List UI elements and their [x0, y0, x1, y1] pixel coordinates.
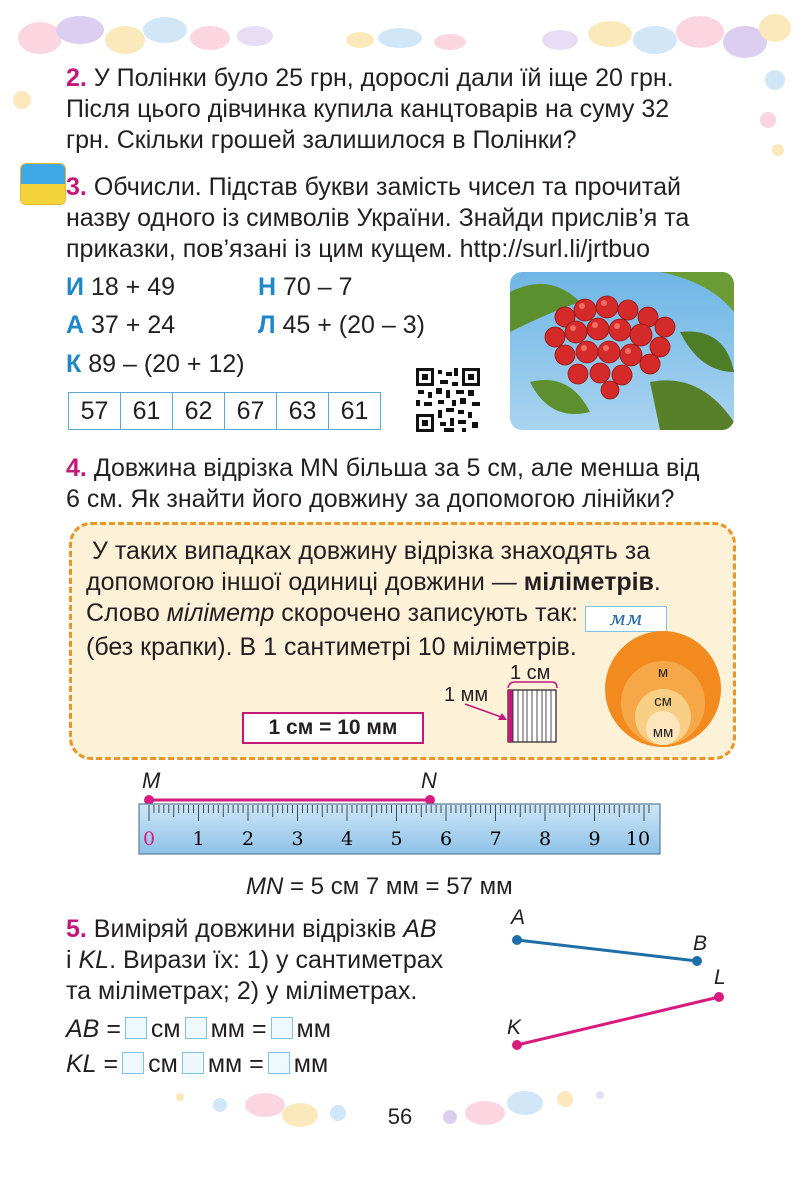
circle-label-cm: см — [654, 693, 672, 710]
task-3 — [66, 172, 786, 265]
ruler-number: 5 — [390, 828, 403, 850]
expression-text: 89 – (20 + 12) — [88, 350, 245, 378]
mn-result: MN = 5 см 7 мм = 57 мм — [246, 873, 513, 900]
task-number: 3. — [66, 173, 87, 201]
segments-diagram — [500, 905, 750, 1060]
answer-cell: 61 — [329, 393, 381, 430]
unit-cm: см — [148, 1050, 178, 1078]
task-text-line: 6 см. Як знайти його довжину за допомогою лінійки? — [66, 485, 675, 513]
task-text-line: приказки, пов’язані із цим кущем. http://surl.li/jrtbuo — [66, 235, 650, 263]
ruler-number: 1 — [192, 828, 205, 850]
label-1mm: 1 мм — [444, 684, 489, 706]
task-2 — [66, 63, 786, 156]
ruler-number: 6 — [439, 828, 453, 850]
task-number: 4. — [66, 454, 87, 482]
expression-letter: Л — [258, 311, 276, 339]
point-label-n: N — [421, 768, 437, 793]
expression-text: 70 – 7 — [283, 273, 353, 301]
segment-ab — [517, 940, 697, 961]
segment-name: KL — [66, 1050, 97, 1078]
ruler-number: 3 — [291, 828, 304, 850]
answer-table — [68, 392, 381, 430]
unit-mm: мм — [207, 1050, 243, 1078]
expression-text: 37 + 24 — [91, 311, 176, 339]
task-4 — [66, 453, 786, 515]
task-number: 5. — [66, 915, 87, 943]
answer-box-total-mm[interactable] — [271, 1017, 293, 1039]
ruler-number: 7 — [489, 828, 502, 850]
point-l — [714, 992, 724, 1002]
point-label-k: K — [507, 1016, 522, 1039]
expression-letter: И — [66, 273, 84, 301]
ruler-number: 8 — [538, 828, 552, 850]
task-text-line: У Полінки було 25 грн, дорослі дали їй іще 20 грн. — [93, 64, 674, 92]
task-5: 5. Виміряй довжини відрізків AB і KL. Вирази їх: 1) у сантиметрах та міліметрах; 2) у міліметрах. — [66, 914, 506, 1007]
equals-sign: = — [103, 1050, 119, 1078]
point-k — [512, 1040, 522, 1050]
answer-box-total-mm[interactable] — [268, 1052, 290, 1074]
answer-cell: 63 — [277, 393, 329, 430]
ruler-number: 2 — [241, 828, 255, 850]
rule-line: Слово міліметр скорочено записують так: мм — [86, 598, 726, 632]
task-text-line: Після цього дівчинка купила канцтоварів на суму 32 — [66, 95, 670, 123]
point-label-m: M — [142, 768, 161, 793]
task-text-line: Обчисли. Підстав букви замість чисел та прочитай — [93, 173, 681, 201]
rule-line: У таких випадках довжину відрізка знаходять за — [92, 537, 651, 565]
circle-label-mm: мм — [652, 724, 674, 741]
row-ab — [66, 1014, 331, 1045]
expression-text: 45 + (20 – 3) — [282, 311, 425, 339]
mm-written-box: мм — [585, 606, 667, 632]
segment-kl — [517, 997, 719, 1045]
ruler-number: 4 — [340, 828, 354, 850]
point-label-l: L — [714, 966, 726, 989]
expression-letter: Н — [258, 273, 277, 301]
unit-mm: мм — [210, 1015, 245, 1043]
answer-cell: 57 — [69, 393, 121, 430]
equation-box: 1 см = 10 мм — [242, 712, 424, 744]
expression-letter: К — [66, 350, 82, 378]
answer-box-cm[interactable] — [122, 1052, 144, 1074]
ukraine-flag-icon — [20, 163, 66, 205]
answer-cell: 62 — [173, 393, 225, 430]
task-text-line: назву одного із символів України. Знайди прислів’я та — [66, 204, 690, 232]
expression-3 — [66, 310, 175, 341]
page-number: 56 — [387, 1104, 413, 1129]
segment-name: AB — [66, 1015, 100, 1043]
unit-mm: мм — [296, 1015, 331, 1043]
label-1cm: 1 см — [510, 662, 551, 684]
equals-sign: = — [251, 1015, 267, 1043]
answer-cell: 67 — [225, 393, 277, 430]
unit-mm: мм — [293, 1050, 329, 1078]
ruler-number: 0 — [142, 828, 156, 850]
answer-box-cm[interactable] — [125, 1017, 147, 1039]
centimeter-diagram — [460, 676, 560, 746]
expression-5 — [66, 349, 245, 380]
point-label-a: A — [511, 906, 526, 929]
rule-line: допомогою іншої одиниці довжини — міліметрів. — [86, 568, 661, 596]
ruler-number: 10 — [625, 828, 651, 850]
row-kl — [66, 1049, 328, 1080]
point-b — [692, 956, 702, 966]
equals-sign: = — [249, 1050, 264, 1078]
point-label-b: B — [693, 932, 708, 955]
expression-4 — [258, 310, 425, 341]
ruler — [138, 792, 662, 856]
answer-box-mm[interactable] — [185, 1017, 207, 1039]
expression-2 — [258, 272, 353, 303]
expression-text: 18 + 49 — [90, 273, 176, 301]
task-text-line: Довжина відрізка MN більша за 5 см, але менша від — [93, 454, 700, 482]
answer-box-mm[interactable] — [182, 1052, 204, 1074]
rule-line: (без крапки). В 1 сантиметрі 10 міліметрів. — [86, 633, 577, 661]
unit-cm: см — [150, 1015, 181, 1043]
viburnum-photo — [510, 272, 734, 430]
point-a — [512, 935, 522, 945]
expression-letter: А — [66, 311, 85, 339]
equals-sign: = — [106, 1015, 121, 1043]
task-number: 2. — [66, 64, 87, 92]
circle-label-m: м — [657, 664, 669, 681]
task-text-line: грн. Скільки грошей залишилося в Полінки? — [66, 126, 577, 154]
answer-cell: 61 — [121, 393, 173, 430]
task-text-line: та міліметрах; 2) у міліметрах. — [66, 977, 418, 1005]
qr-code[interactable] — [416, 368, 480, 432]
ruler-number: 9 — [588, 828, 601, 850]
expression-1 — [66, 272, 175, 303]
